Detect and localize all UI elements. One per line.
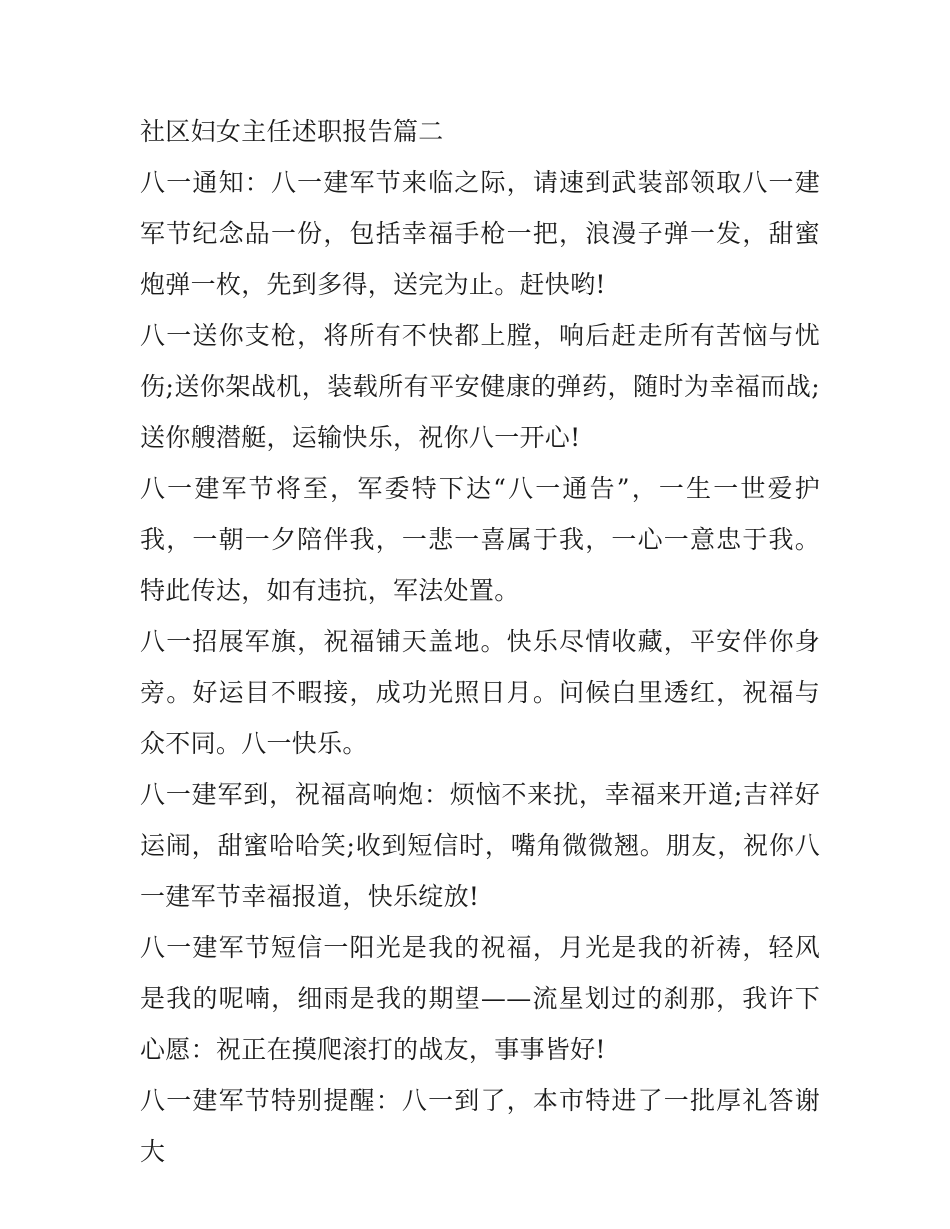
paragraph-5: 八一建军到，祝福高响炮：烦恼不来扰，幸福来开道;吉祥好运闹，甜蜜哈哈笑;收到短信时，嘴角微微翘。朋友，祝你八一建军节幸福报道，快乐绽放! (140, 780, 820, 911)
paragraph-4: 八一招展军旗，祝福铺天盖地。快乐尽情收藏，平安伴你身旁。好运目不暇接，成功光照日月。问候白里透红，祝福与众不同。八一快乐。 (140, 627, 820, 758)
paragraph-7: 八一建军节特别提醒：八一到了，本市特进了一批厚礼答谢大 (140, 1086, 820, 1166)
paragraph-1: 八一通知：八一建军节来临之际，请速到武装部领取八一建军节纪念品一份，包括幸福手枪一把，浪漫子弹一发，甜蜜炮弹一枚，先到多得，送完为止。赶快哟! (140, 168, 820, 299)
document-title: 社区妇女主任述职报告篇二 (140, 117, 444, 146)
paragraph-6: 八一建军节短信一阳光是我的祝福，月光是我的祈祷，轻风是我的呢喃，细雨是我的期望——流星划过的刹那，我许下心愿：祝正在摸爬滚打的战友，事事皆好! (140, 933, 820, 1064)
paragraph-2: 八一送你支枪，将所有不快都上膛，响后赶走所有苦恼与忧伤;送你架战机，装载所有平安健康的弹药，随时为幸福而战;送你艘潜艇，运输快乐，祝你八一开心! (140, 321, 820, 452)
paragraph-3: 八一建军节将至，军委特下达“八一通告”，一生一世爱护我，一朝一夕陪伴我，一悲一喜属于我，一心一意忠于我。特此传达，如有违抗，军法处置。 (140, 474, 820, 605)
document-body (140, 106, 820, 1177)
